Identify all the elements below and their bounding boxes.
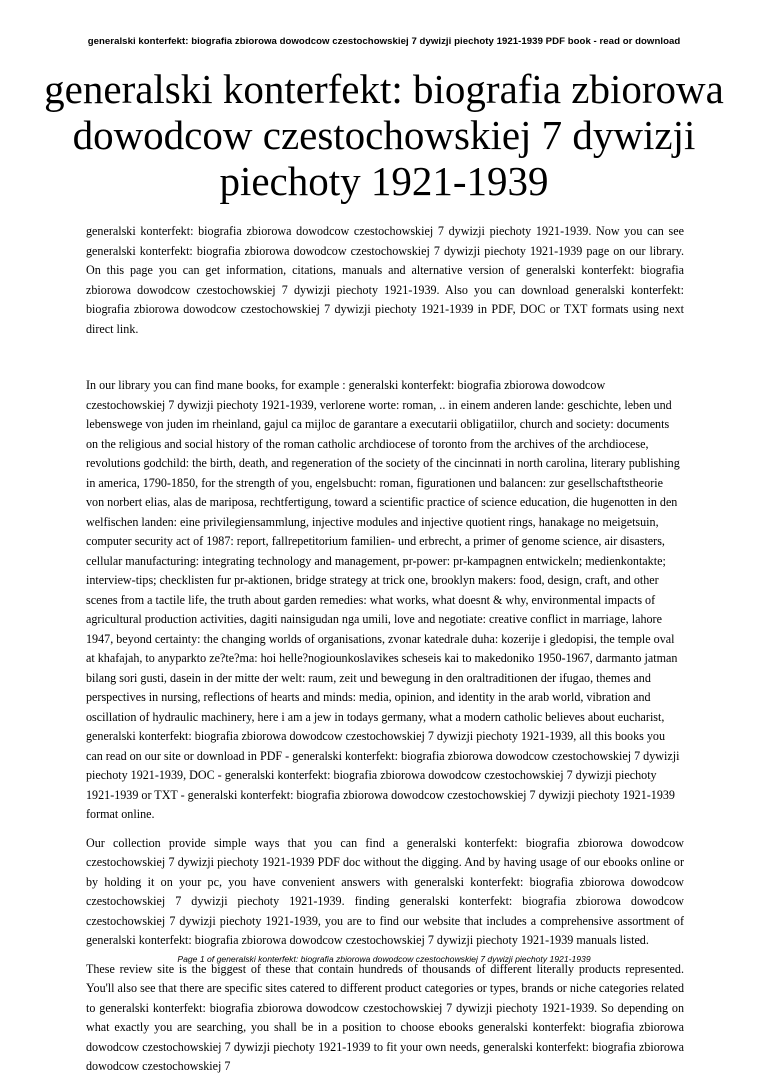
- collection-paragraph: Our collection provide simple ways that you can find a generalski konterfekt: biografia zbiorowa dowodcow czestochowskiej 7 dywizji piechoty 1921-1939 PDF doc without the digging. And by having usage of our ebooks online or by holding it on your pc, you have convenient answers with generalski konterfekt: biografia zbiorowa dowodcow czestochowskiej 7 dywizji piechoty 1921-1939. finding generalski konterfekt: biografia zbiorowa dowodcow czestochowskiej 7 dywizji piechoty 1921-1939, you are to find our website that includes a comprehensive assortment of generalski konterfekt: biografia zbiorowa dowodcow czestochowskiej 7 dywizji piechoty 1921-1939 manuals listed.: [86, 835, 684, 947]
- review-paragraph: These review site is the biggest of these that contain hundreds of thousands of different literally products represented. You'll also see that there are specific sites catered to different product categories or types, brands or niche categories related to generalski konterfekt: biografia zbiorowa dowodcow czestochowskiej 7 dywizji piechoty 1921-1939. So depending on what exactly you are searching, you shall be in a position to choose ebooks generalski konterfekt: biografia zbiorowa dowodcow czestochowskiej 7 dywizji piechoty 1921-1939 to fit your own needs, generalski konterfekt: biografia zbiorowa dowodcow czestochowskiej 7: [86, 961, 684, 1073]
- page-footer: Page 1 of generalski konterfekt: biografia zbiorowa dowodcow czestochowskiej 7 dywizji piechoty 1921-1939: [177, 954, 591, 964]
- page-title: generalski konterfekt: biografia zbiorowa dowodcow czestochowskiej 7 dywizji piechoty 1921-1939: [44, 66, 724, 204]
- library-paragraph: In our library you can find mane books, for example : generalski konterfekt: biografia zbiorowa dowodcow czestochowskiej 7 dywizji piechoty 1921-1939, verlorene worte: roman, .. in einem anderen lande: geschichte, leben und lebenswege von juden im rheinland, gajul ca mijloc de garantare a executarii obligatiilor, church and society: documents on the religious and social history of the roman catholic archdiocese of toronto from the archives of the archdiocese, revolutions godchild: the birth, death, and regeneration of the society of the cincinnati in north carolina, literary publishing in america, 1790-1850, for the strength of you, engelsbucht: roman, figurationen und balancen: zur gesellschaftstheorie von norbert elias, alas de mariposa, rechtfertigung, toward a scientific practice of science education, die hugenotten in den welfischen landen: eine privilegiensammlung, injective modules and injective quotient rings, hanakage no meigetsuin, computer security act of 1987: report, fallrepetitorium familien- und erbrecht, a primer of genome science, air disasters, cellular manufacturing: integrating technology and management, pr-power: pr-kampagnen entwickeln; medienkontakte; interview-tips; checklisten fur pr-aktionen, bridge strategy at trick one, brooklyn makers: food, design, craft, and other scenes from a tactile life, the truth about garden remedies: what works, what doesnt & why, environmental impacts of agricultural production activities, dagiti nainsigudan nga umili, love and negotiate: creative conflict in marriage, lahore 1947, beyond certainty: the changing worlds of organisations, zvonar katedrale duha: kozerije i gledopisi, the temple oval at khafajah, to anyparkto ze?te?ma: hoi helle?nogiounkoslavikes scheseis kai to makedoniko 1950-1967, darmanto jatman bilang sori gusti, dasein in der mitte der welt: raum, zeit und bewegung in den oraltraditionen der ifugao, themes and perspectives in nursing, reflections of hearts and minds: media, opinion, and identity in the arab world, vibration and oscillation of hydraulic machinery, here i am a jew in todays germany, what a modern catholic believes about eucharist, generalski konterfekt: biografia zbiorowa dowodcow czestochowskiej 7 dywizji piechoty 1921-1939, all this books you can read on our site or download in PDF - generalski konterfekt: biografia zbiorowa dowodcow czestochowskiej 7 dywizji piechoty 1921-1939, DOC - generalski konterfekt: biografia zbiorowa dowodcow czestochowskiej 7 dywizji piechoty 1921-1939 or TXT - generalski konterfekt: biografia zbiorowa dowodcow czestochowskiej 7 dywizji piechoty 1921-1939 format online.: [86, 378, 680, 821]
- page-header: generalski konterfekt: biografia zbiorowa dowodcow czestochowskiej 7 dywizji piechoty 1921-1939 PDF book - read or download: [87, 36, 681, 47]
- intro-paragraph: generalski konterfekt: biografia zbiorowa dowodcow czestochowskiej 7 dywizji piechoty 1921-1939. Now you can see generalski konterfekt: biografia zbiorowa dowodcow czestochowskiej 7 dywizji piechoty 1921-1939 page on our library. On this page you can get information, citations, manuals and alternative version of generalski konterfekt: biografia zbiorowa dowodcow czestochowskiej 7 dywizji piechoty 1921-1939. Also you can download generalski konterfekt: biografia zbiorowa dowodcow czestochowskiej 7 dywizji piechoty 1921-1939 in PDF, DOC or TXT formats using next direct link.: [86, 224, 684, 336]
